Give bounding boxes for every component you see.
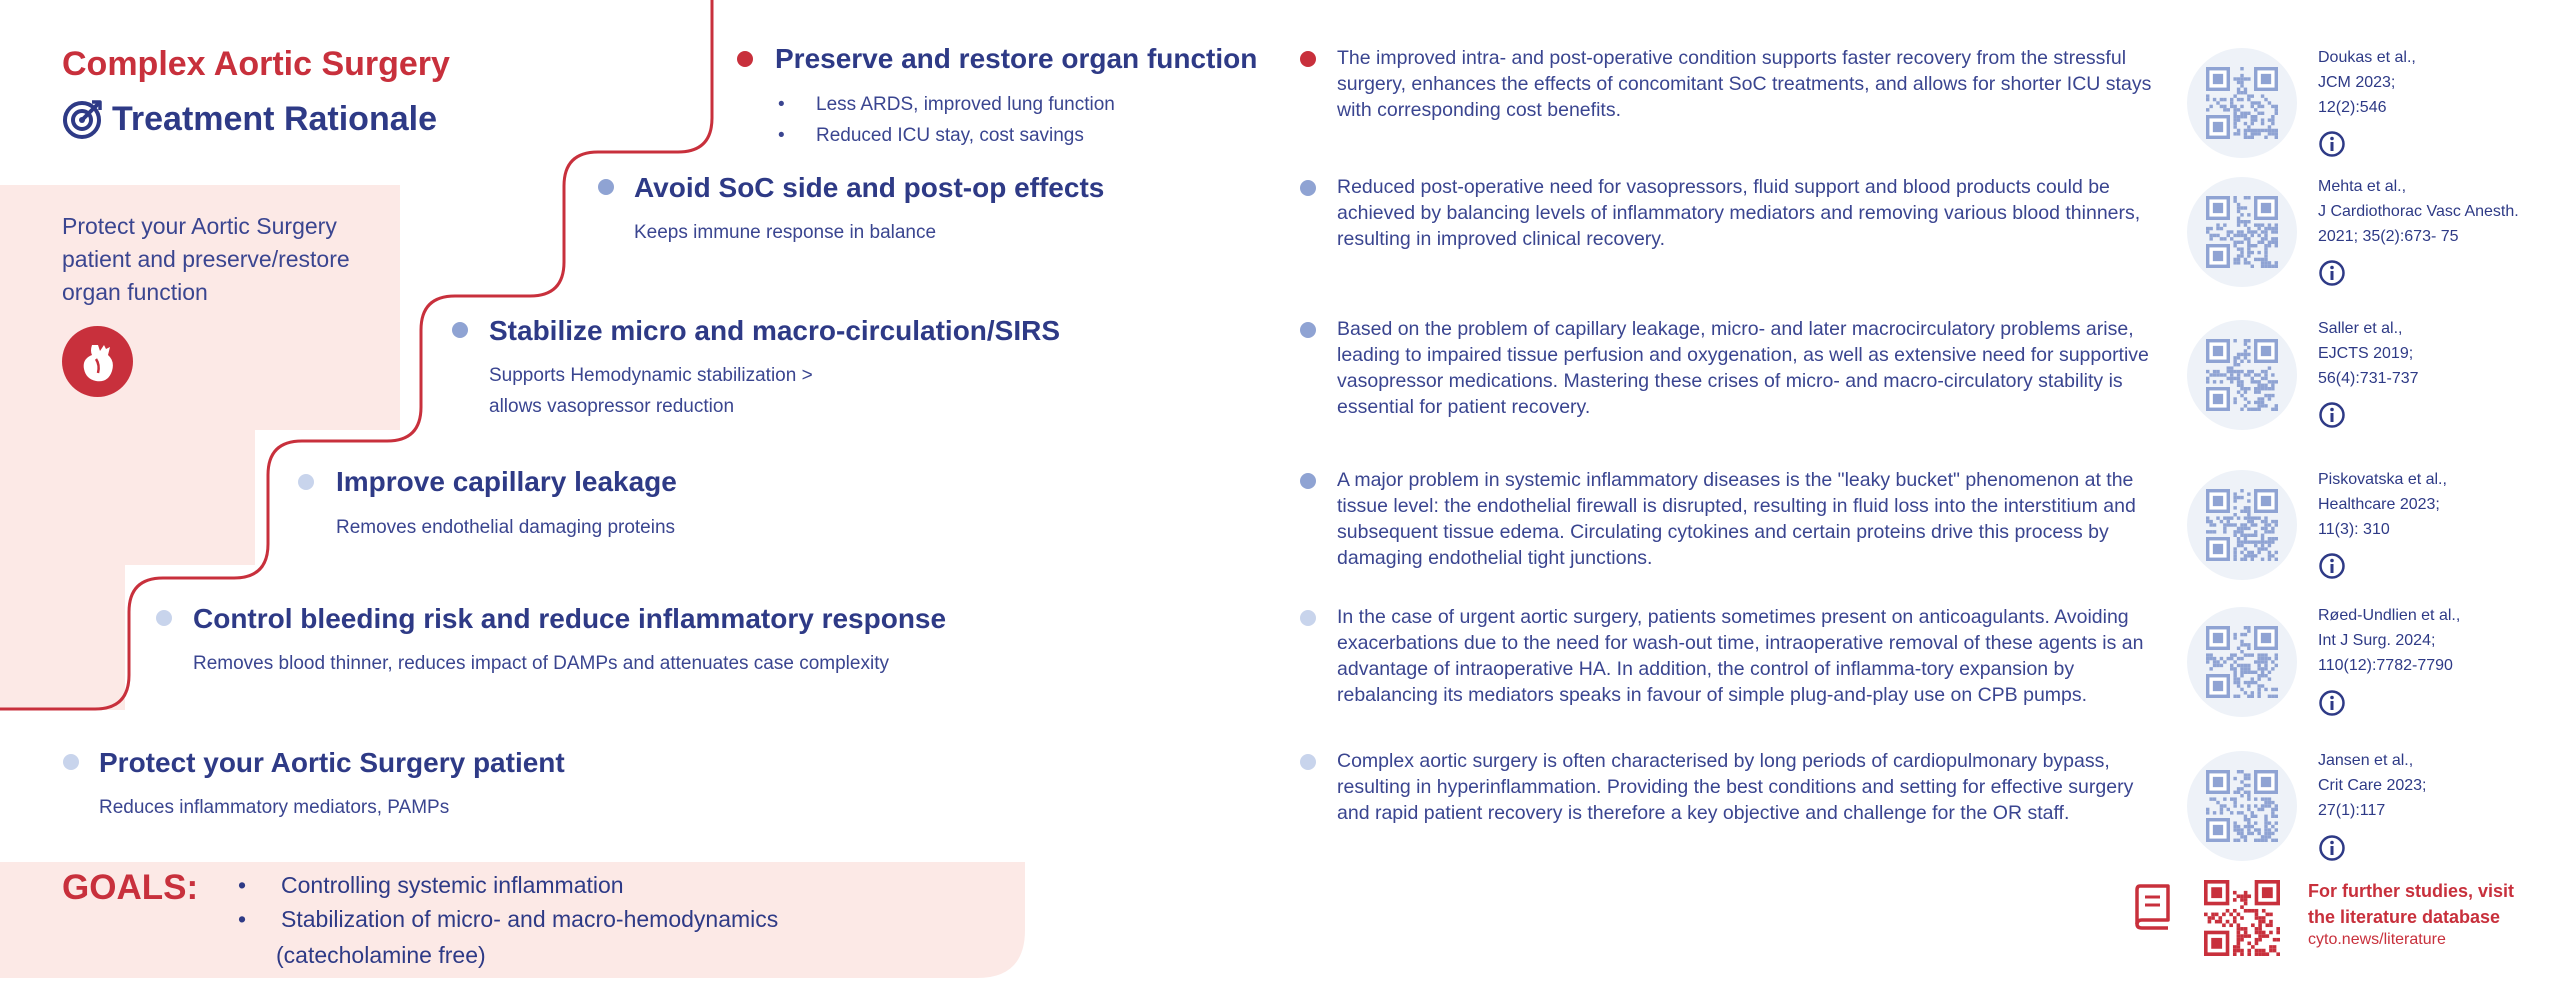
step-5-title: Control bleeding risk and reduce inflammatory response (193, 603, 947, 634)
goal-item: • Controlling systemic inflammation (238, 868, 778, 902)
info-icon[interactable] (2318, 552, 2346, 580)
step-3-subtitle: Supports Hemodynamic stabilization > (489, 365, 813, 386)
desc-4-dot (1300, 473, 1316, 489)
step-6-subtitle: Reduces inflammatory mediators, PAMPs (99, 797, 450, 818)
heart-icon (62, 326, 133, 397)
step-6-title: Protect your Aortic Surgery patient (99, 747, 565, 778)
page-title: Complex Aortic Surgery (62, 45, 450, 83)
target-arrow-icon (62, 98, 104, 140)
reference-5: Røed-Undlien et al., Int J Surg. 2024; 110(12):7782-7790 (2318, 607, 2461, 674)
qr-code-4[interactable] (2187, 470, 2297, 580)
step-1-bullets (778, 89, 1115, 151)
qr-code-6[interactable] (2187, 751, 2297, 861)
desc-6-text: Complex aortic surgery is often characterised by long periods of cardiopulmonary bypass, resulting in hyperinflammation. Providing the best conditions and setting for effective surgery and rapid patient recovery is therefore a key objective and challenge for the OR staff. (1337, 750, 2134, 824)
info-icon[interactable] (2318, 130, 2346, 158)
step-1-bullet: • Reduced ICU stay, cost savings (778, 120, 1115, 151)
qr-code-2[interactable] (2187, 177, 2297, 287)
reference-1: Doukas et al., JCM 2023; 12(2):546 (2318, 49, 2416, 116)
desc-3-dot (1300, 322, 1316, 338)
step-6-dot (63, 754, 79, 770)
step-2-dot (598, 179, 614, 195)
qr-code-icon (2206, 770, 2278, 842)
reference-3: Saller et al., EJCTS 2019; 56(4):731-737 (2318, 320, 2419, 387)
step-4-title: Improve capillary leakage (336, 466, 677, 497)
literature-text-line: the literature database (2308, 907, 2501, 927)
qr-code-3[interactable] (2187, 320, 2297, 430)
goal-item-continuation: (catecholamine free) (276, 942, 486, 968)
desc-3-text: Based on the problem of capillary leakage, micro- and later macrocirculatory problems arise, leading to impaired tissue perfusion and oxygenation, as well as extensive need for supportive vasopressor medications. Mastering these crises of micro- and macro-circulatory stability is essential for patient recovery. (1337, 318, 2149, 418)
step-1-dot (737, 51, 753, 67)
qr-code-1[interactable] (2187, 48, 2297, 158)
step-5-subtitle: Removes blood thinner, reduces impact of DAMPs and attenuates case complexity (193, 653, 889, 674)
step-3-title: Stabilize micro and macro-circulation/SIRS (489, 315, 1061, 346)
qr-code-icon (2206, 489, 2278, 561)
step-3-dot (452, 322, 468, 338)
intro-text: Protect your Aortic Surgery patient and preserve/restore organ function (62, 213, 350, 305)
desc-4-text: A major problem in systemic inflammatory diseases is the "leaky bucket" phenomenon at the tissue level: the endothelial firewall is disrupted, resulting in fluid loss into the interstitium and subsequent tissue edema. Circulating cytokines and certain proteins drive this process by damaging endothelial tight junctions. (1337, 469, 2136, 569)
step-5-dot (156, 610, 172, 626)
desc-2-dot (1300, 180, 1316, 196)
literature-qr-code[interactable] (2204, 880, 2280, 956)
reference-6: Jansen et al., Crit Care 2023; 27(1):117 (2318, 752, 2427, 819)
step-4-subtitle: Removes endothelial damaging proteins (336, 517, 676, 538)
qr-code-5[interactable] (2187, 607, 2297, 717)
step-2-subtitle: Keeps immune response in balance (634, 222, 937, 243)
page-subtitle (62, 98, 437, 140)
step-4-dot (298, 474, 314, 490)
desc-2-text: Reduced post-operative need for vasopressors, fluid support and blood products could be achieved by balancing levels of inflammatory mediators and removing various blood thinners, resulting in improved clinical recovery. (1337, 176, 2141, 250)
info-icon[interactable] (2318, 689, 2346, 717)
desc-1-dot (1300, 51, 1316, 67)
desc-5-text: In the case of urgent aortic surgery, patients sometimes present on anticoagulants. Avoiding exacerbations due to the need for wash-out time, intraoperative removal of these agents is an advantage of intraoperative HA. In addition, the control of inflamma-tory expansion by rebalancing its mediators speaks in favour of simple plug-and-play use on CPB pumps. (1337, 606, 2144, 706)
info-icon[interactable] (2318, 259, 2346, 287)
info-icon[interactable] (2318, 834, 2346, 862)
step-1-title: Preserve and restore organ function (775, 43, 1258, 74)
literature-link[interactable]: cyto.news/literature (2308, 931, 2446, 948)
goals-list (238, 868, 778, 936)
book-icon (2132, 882, 2174, 930)
literature-database-text (2308, 878, 2514, 930)
step-3-subtitle: allows vasopressor reduction (489, 396, 735, 417)
qr-code-icon (2206, 339, 2278, 411)
reference-2: Mehta et al., J Cardiothorac Vasc Anesth. 2021; 35(2):673- 75 (2318, 178, 2519, 245)
step-2-title: Avoid SoC side and post-op effects (634, 172, 1105, 203)
reference-4: Piskovatska et al., Healthcare 2023; 11(3): 310 (2318, 471, 2447, 538)
goal-item: • Stabilization of micro- and macro-hemodynamics (238, 902, 778, 936)
info-icon[interactable] (2318, 401, 2346, 429)
desc-5-dot (1300, 610, 1316, 626)
qr-code-icon (2206, 67, 2278, 139)
goals-label: GOALS: (62, 868, 199, 907)
subtitle-text: Treatment Rationale (112, 100, 437, 138)
step-1-bullet: • Less ARDS, improved lung function (778, 89, 1115, 120)
desc-1-text: The improved intra- and post-operative condition supports faster recovery from the stressful surgery, enhances the effects of concomitant SoC treatments, and allows for shorter ICU stays with corresponding cost benefits. (1337, 47, 2152, 121)
qr-code-icon (2206, 196, 2278, 268)
qr-code-icon (2206, 626, 2278, 698)
literature-text-line: For further studies, visit (2308, 881, 2515, 901)
desc-6-dot (1300, 754, 1316, 770)
